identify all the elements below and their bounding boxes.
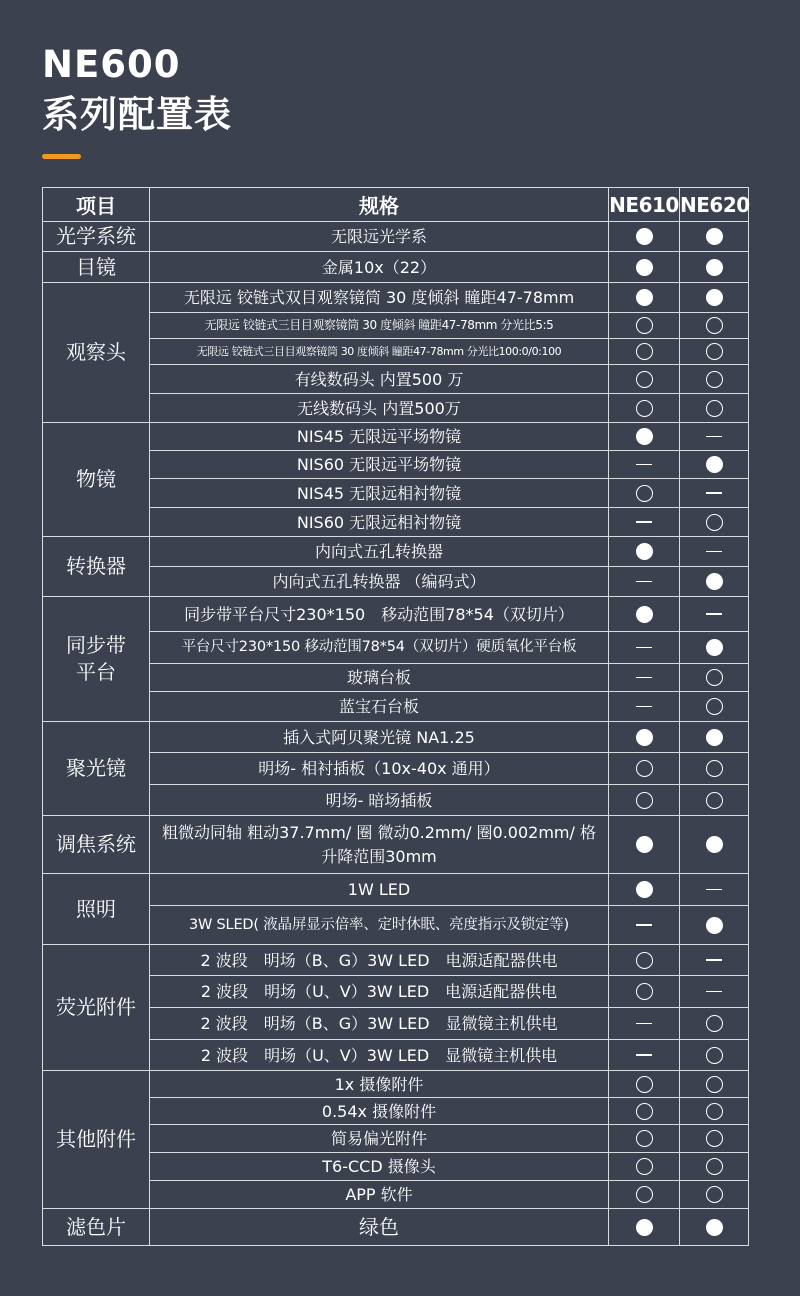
outline-circle-icon	[636, 485, 653, 502]
filled-dot-icon	[706, 289, 723, 306]
ne620-cell	[680, 945, 749, 976]
spec-cell: 明场- 相衬插板（10x-40x 通用）	[150, 753, 609, 785]
outline-circle-icon	[636, 1158, 653, 1175]
category-cell: 光学系统	[43, 222, 150, 252]
ne620-cell	[680, 722, 749, 753]
ne610-cell	[609, 1153, 680, 1181]
dash-icon	[636, 647, 652, 649]
ne610-cell	[609, 1008, 680, 1040]
spec-cell: 2 波段 明场（B、G）3W LED 显微镜主机供电	[150, 1008, 609, 1040]
ne610-cell	[609, 1209, 680, 1246]
ne620-cell	[680, 976, 749, 1008]
ne620-cell	[680, 339, 749, 365]
filled-dot-icon	[636, 289, 653, 306]
spec-cell: 粗微动同轴 粗动37.7mm/ 圈 微动0.2mm/ 圈0.002mm/ 格 升降范围30mm	[150, 816, 609, 874]
ne620-cell	[680, 423, 749, 451]
header-ne610: NE610	[609, 188, 680, 222]
title-accent-bar	[42, 154, 81, 159]
spec-cell: NIS45 无限远相衬物镜	[150, 479, 609, 508]
dash-icon	[706, 551, 722, 553]
ne620-cell	[680, 1071, 749, 1098]
ne610-cell	[609, 816, 680, 874]
ne620-cell	[680, 692, 749, 722]
spec-cell: 有线数码头 内置500 万	[150, 365, 609, 394]
ne620-cell	[680, 1181, 749, 1209]
dash-icon	[706, 613, 722, 615]
table-row	[43, 537, 749, 567]
table-row	[43, 423, 749, 451]
ne610-cell	[609, 1125, 680, 1153]
outline-circle-icon	[636, 343, 653, 360]
ne610-cell	[609, 632, 680, 664]
filled-dot-icon	[636, 259, 653, 276]
table-row	[43, 283, 749, 313]
ne620-cell	[680, 664, 749, 692]
spec-cell: 无限远光学系	[150, 222, 609, 252]
filled-dot-icon	[706, 639, 723, 656]
spec-cell: NIS60 无限远平场物镜	[150, 451, 609, 479]
ne620-cell	[680, 365, 749, 394]
category-line: 平台	[76, 660, 116, 684]
header-ne620: NE620	[680, 188, 749, 222]
ne620-cell	[680, 1153, 749, 1181]
ne610-cell	[609, 1098, 680, 1125]
dash-icon	[636, 706, 652, 708]
ne610-cell	[609, 976, 680, 1008]
outline-circle-icon	[706, 1076, 723, 1093]
filled-dot-icon	[706, 456, 723, 473]
dash-icon	[636, 924, 652, 926]
outline-circle-icon	[636, 983, 653, 1000]
outline-circle-icon	[636, 371, 653, 388]
spec-cell: 同步带平台尺寸230*150 移动范围78*54（双切片）	[150, 597, 609, 632]
ne610-cell	[609, 597, 680, 632]
filled-dot-icon	[636, 881, 653, 898]
category-cell: 物镜	[43, 423, 150, 537]
spec-cell: T6-CCD 摄像头	[150, 1153, 609, 1181]
outline-circle-icon	[706, 760, 723, 777]
ne610-cell	[609, 508, 680, 537]
outline-circle-icon	[636, 1103, 653, 1120]
spec-cell: 绿色	[150, 1209, 609, 1246]
ne610-cell	[609, 339, 680, 365]
outline-circle-icon	[706, 400, 723, 417]
outline-circle-icon	[636, 317, 653, 334]
ne610-cell	[609, 753, 680, 785]
title-subtitle: 系列配置表	[42, 93, 232, 136]
outline-circle-icon	[636, 1130, 653, 1147]
spec-cell: 内向式五孔转换器	[150, 537, 609, 567]
ne610-cell	[609, 874, 680, 906]
ne620-cell	[680, 508, 749, 537]
ne610-cell	[609, 567, 680, 597]
spec-cell: 无限远 铰链式三目目观察镜筒 30 度倾斜 瞳距47-78mm 分光比100:0/0:100	[150, 339, 609, 365]
ne610-cell	[609, 537, 680, 567]
spec-cell: 1W LED	[150, 874, 609, 906]
outline-circle-icon	[636, 760, 653, 777]
table-row	[43, 874, 749, 906]
dash-icon	[706, 889, 722, 891]
ne620-cell	[680, 1209, 749, 1246]
ne620-cell	[680, 394, 749, 423]
category-cell: 转换器	[43, 537, 150, 597]
outline-circle-icon	[706, 371, 723, 388]
table-row	[43, 945, 749, 976]
configuration-table	[42, 187, 749, 1246]
spec-cell: 3W SLED( 液晶屏显示倍率、定时休眠、亮度指示及锁定等)	[150, 906, 609, 945]
ne610-cell	[609, 906, 680, 945]
spec-cell: 无限远 铰链式三目目观察镜筒 30 度倾斜 瞳距47-78mm 分光比5:5	[150, 313, 609, 339]
dash-icon	[706, 492, 722, 494]
ne620-cell	[680, 1008, 749, 1040]
filled-dot-icon	[636, 228, 653, 245]
ne620-cell	[680, 906, 749, 945]
ne610-cell	[609, 945, 680, 976]
outline-circle-icon	[706, 1130, 723, 1147]
ne620-cell	[680, 479, 749, 508]
header-spec: 规格	[150, 188, 609, 222]
table-header-row	[43, 188, 749, 222]
outline-circle-icon	[706, 317, 723, 334]
ne610-cell	[609, 722, 680, 753]
filled-dot-icon	[636, 836, 653, 853]
dash-icon	[636, 521, 652, 523]
ne610-cell	[609, 1071, 680, 1098]
filled-dot-icon	[706, 259, 723, 276]
spec-cell: 平台尺寸230*150 移动范围78*54（双切片）硬质氧化平台板	[150, 632, 609, 664]
filled-dot-icon	[706, 836, 723, 853]
spec-cell: NIS45 无限远平场物镜	[150, 423, 609, 451]
ne620-cell	[680, 597, 749, 632]
ne610-cell	[609, 1040, 680, 1071]
ne620-cell	[680, 816, 749, 874]
ne620-cell	[680, 283, 749, 313]
outline-circle-icon	[706, 669, 723, 686]
dash-icon	[636, 1023, 652, 1025]
category-cell: 其他附件	[43, 1071, 150, 1209]
page-title	[42, 40, 232, 140]
spec-cell: 简易偏光附件	[150, 1125, 609, 1153]
dash-icon	[706, 959, 722, 961]
filled-dot-icon	[706, 1219, 723, 1236]
outline-circle-icon	[706, 698, 723, 715]
outline-circle-icon	[706, 792, 723, 809]
ne620-cell	[680, 1040, 749, 1071]
spec-cell: NIS60 无限远相衬物镜	[150, 508, 609, 537]
filled-dot-icon	[636, 543, 653, 560]
table-row	[43, 722, 749, 753]
outline-circle-icon	[706, 1015, 723, 1032]
table-row	[43, 252, 749, 283]
table-row	[43, 1209, 749, 1246]
ne620-cell	[680, 252, 749, 283]
ne610-cell	[609, 451, 680, 479]
spec-cell: 1x 摄像附件	[150, 1071, 609, 1098]
outline-circle-icon	[636, 1186, 653, 1203]
ne610-cell	[609, 252, 680, 283]
ne620-cell	[680, 537, 749, 567]
header-item: 项目	[43, 188, 150, 222]
category-cell: 聚光镜	[43, 722, 150, 816]
spec-cell: 2 波段 明场（B、G）3W LED 电源适配器供电	[150, 945, 609, 976]
spec-cell: 内向式五孔转换器 （编码式）	[150, 567, 609, 597]
category-cell	[43, 597, 150, 722]
spec-cell: 2 波段 明场（U、V）3W LED 电源适配器供电	[150, 976, 609, 1008]
ne620-cell	[680, 785, 749, 816]
outline-circle-icon	[706, 1103, 723, 1120]
dash-icon	[636, 677, 652, 679]
ne610-cell	[609, 394, 680, 423]
category-cell: 荧光附件	[43, 945, 150, 1071]
ne610-cell	[609, 222, 680, 252]
ne620-cell	[680, 451, 749, 479]
spec-cell: 无限远 铰链式双目观察镜筒 30 度倾斜 瞳距47-78mm	[150, 283, 609, 313]
table-row	[43, 1071, 749, 1098]
spec-cell: 玻璃台板	[150, 664, 609, 692]
ne610-cell	[609, 479, 680, 508]
ne610-cell	[609, 664, 680, 692]
ne620-cell	[680, 874, 749, 906]
ne620-cell	[680, 567, 749, 597]
table-row	[43, 597, 749, 632]
filled-dot-icon	[706, 573, 723, 590]
dash-icon	[636, 464, 652, 466]
filled-dot-icon	[636, 1219, 653, 1236]
category-cell: 照明	[43, 874, 150, 945]
ne620-cell	[680, 1098, 749, 1125]
spec-cell: 插入式阿贝聚光镜 NA1.25	[150, 722, 609, 753]
outline-circle-icon	[636, 1076, 653, 1093]
category-cell: 观察头	[43, 283, 150, 423]
ne620-cell	[680, 632, 749, 664]
outline-circle-icon	[706, 1047, 723, 1064]
filled-dot-icon	[706, 729, 723, 746]
ne620-cell	[680, 222, 749, 252]
spec-cell: 0.54x 摄像附件	[150, 1098, 609, 1125]
filled-dot-icon	[636, 428, 653, 445]
filled-dot-icon	[636, 729, 653, 746]
dash-icon	[636, 581, 652, 583]
ne610-cell	[609, 313, 680, 339]
dash-icon	[706, 991, 722, 993]
ne610-cell	[609, 785, 680, 816]
ne610-cell	[609, 365, 680, 394]
ne620-cell	[680, 1125, 749, 1153]
outline-circle-icon	[706, 1158, 723, 1175]
spec-cell: 2 波段 明场（U、V）3W LED 显微镜主机供电	[150, 1040, 609, 1071]
title-model: NE600	[42, 43, 181, 86]
outline-circle-icon	[706, 1186, 723, 1203]
category-cell: 调焦系统	[43, 816, 150, 874]
outline-circle-icon	[636, 952, 653, 969]
outline-circle-icon	[706, 343, 723, 360]
outline-circle-icon	[636, 792, 653, 809]
filled-dot-icon	[706, 228, 723, 245]
category-cell: 滤色片	[43, 1209, 150, 1246]
table-row	[43, 816, 749, 874]
spec-cell: 蓝宝石台板	[150, 692, 609, 722]
category-line: 同步带	[66, 633, 126, 657]
category-cell: 目镜	[43, 252, 150, 283]
spec-cell: APP 软件	[150, 1181, 609, 1209]
ne610-cell	[609, 692, 680, 722]
ne610-cell	[609, 1181, 680, 1209]
table-body	[43, 222, 749, 1246]
spec-cell: 无线数码头 内置500万	[150, 394, 609, 423]
outline-circle-icon	[706, 514, 723, 531]
table-row	[43, 222, 749, 252]
spec-cell: 明场- 暗场插板	[150, 785, 609, 816]
ne620-cell	[680, 753, 749, 785]
ne610-cell	[609, 283, 680, 313]
dash-icon	[636, 1054, 652, 1056]
outline-circle-icon	[636, 400, 653, 417]
ne620-cell	[680, 313, 749, 339]
filled-dot-icon	[636, 606, 653, 623]
spec-cell: 金属10x（22）	[150, 252, 609, 283]
dash-icon	[706, 436, 722, 438]
filled-dot-icon	[706, 917, 723, 934]
ne610-cell	[609, 423, 680, 451]
